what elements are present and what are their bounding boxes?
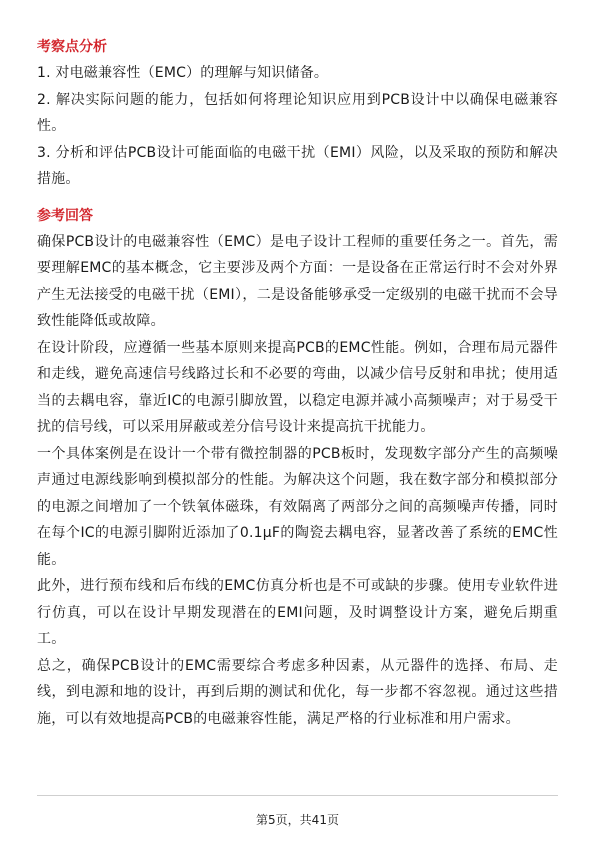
analysis-item-3: 3. 分析和评估PCB设计可能面临的电磁干扰（EMI）风险，以及采取的预防和解决措施。 <box>37 144 558 187</box>
answer-paragraph-4: 此外，进行预布线和后布线的EMC仿真分析也是不可或缺的步骤。使用专业软件进行仿真，可以在设计早期发现潜在的EMI问题，及时调整设计方案，避免后期重工。 <box>37 578 558 647</box>
page-number: 第5页，共41页 <box>256 813 339 827</box>
answer-paragraph-1: 确保PCB设计的电磁兼容性（EMC）是电子设计工程师的重要任务之一。首先，需要理解EMC的基本概念，它主要涉及两个方面：一是设备在正常运行时不会对外界产生无法接受的电磁干扰（EMI），二是设备能够承受一定级别的电磁干扰而不会导致性能降低或故障。 <box>37 233 558 329</box>
section-title-answer: 参考回答 <box>37 207 93 224</box>
document-body <box>37 36 558 732</box>
analysis-item-1: 1. 对电磁兼容性（EMC）的理解与知识储备。 <box>37 65 329 81</box>
answer-paragraph-3: 一个具体案例是在设计一个带有微控制器的PCB板时，发现数字部分产生的高频噪声通过电源线影响到模拟部分的性能。为解决这个问题，我在数字部分和模拟部分的电源之间增加了一个铁氧体磁珠，有效隔离了两部分之间的高频噪声传播，同时在每个IC的电源引脚附近添加了0.1μF的陶瓷去耦电容，显著改善了系统的EMC性能。 <box>37 445 558 568</box>
section-title-analysis: 考察点分析 <box>37 39 107 55</box>
answer-paragraph-5: 总之，确保PCB设计的EMC需要综合考虑多种因素，从元器件的选择、布局、走线，到电源和地的设计，再到后期的测试和优化，每一步都不容忽视。通过这些措施，可以有效地提高PCB的电磁兼容性能，满足严格的行业标准和用户需求。 <box>37 657 558 727</box>
answer-paragraph-2: 在设计阶段，应遵循一些基本原则来提高PCB的EMC性能。例如，合理布局元器件和走线，避免高速信号线路过长和不必要的弯曲，以减少信号反射和串扰；使用适当的去耦电容，靠近IC的电源引脚放置，以稳定电源并减小高频噪声；对于易受干扰的信号线，可以采用屏蔽或差分信号设计来提高抗干扰能力。 <box>37 339 558 435</box>
footer-divider <box>37 795 558 796</box>
analysis-item-2: 2. 解决实际问题的能力，包括如何将理论知识应用到PCB设计中以确保电磁兼容性。 <box>37 91 558 134</box>
